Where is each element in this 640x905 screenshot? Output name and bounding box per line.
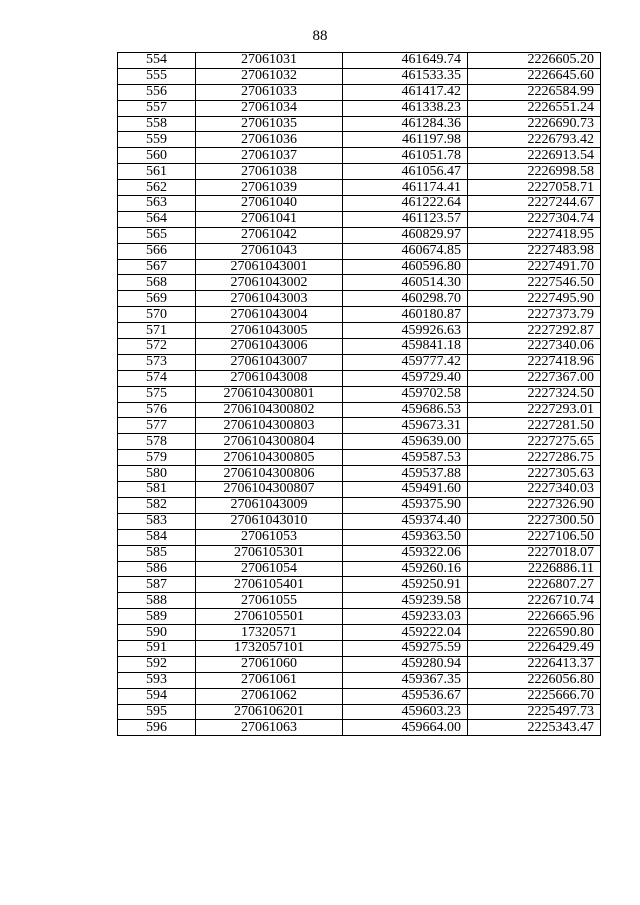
x-coordinate-cell: 459777.42 (343, 354, 468, 370)
x-coordinate-cell: 461197.98 (343, 132, 468, 148)
x-coordinate-cell: 459686.53 (343, 402, 468, 418)
point-id-cell: 27061038 (196, 164, 343, 180)
x-coordinate-cell: 459280.94 (343, 656, 468, 672)
table-row (118, 720, 601, 736)
point-number-cell: 554 (118, 53, 196, 69)
x-coordinate-cell: 461284.36 (343, 116, 468, 132)
y-coordinate-cell: 2226584.99 (468, 84, 601, 100)
point-number-cell: 559 (118, 132, 196, 148)
point-id-cell: 2706105401 (196, 577, 343, 593)
x-coordinate-cell: 460298.70 (343, 291, 468, 307)
table-row (118, 148, 601, 164)
y-coordinate-cell: 2227491.70 (468, 259, 601, 275)
y-coordinate-cell: 2227340.03 (468, 482, 601, 498)
point-id-cell: 27061053 (196, 529, 343, 545)
point-number-cell: 583 (118, 513, 196, 529)
x-coordinate-cell: 459260.16 (343, 561, 468, 577)
table-row (118, 640, 601, 656)
x-coordinate-cell: 460514.30 (343, 275, 468, 291)
table-row (118, 386, 601, 402)
table-row (118, 68, 601, 84)
point-number-cell: 580 (118, 466, 196, 482)
point-number-cell: 590 (118, 625, 196, 641)
y-coordinate-cell: 2227367.00 (468, 370, 601, 386)
table-row (118, 577, 601, 593)
y-coordinate-cell: 2226913.54 (468, 148, 601, 164)
point-id-cell: 27061060 (196, 656, 343, 672)
point-number-cell: 587 (118, 577, 196, 593)
point-number-cell: 562 (118, 180, 196, 196)
point-id-cell: 27061043003 (196, 291, 343, 307)
x-coordinate-cell: 459587.53 (343, 450, 468, 466)
table-row (118, 625, 601, 641)
point-number-cell: 581 (118, 482, 196, 498)
table-row (118, 100, 601, 116)
page-number: 88 (312, 28, 328, 44)
point-id-cell: 27061037 (196, 148, 343, 164)
point-id-cell: 2706104300805 (196, 450, 343, 466)
table-row (118, 211, 601, 227)
y-coordinate-cell: 2225343.47 (468, 720, 601, 736)
point-id-cell: 27061043007 (196, 354, 343, 370)
y-coordinate-cell: 2227286.75 (468, 450, 601, 466)
point-id-cell: 27061061 (196, 672, 343, 688)
point-id-cell: 27061062 (196, 688, 343, 704)
y-coordinate-cell: 2227418.95 (468, 227, 601, 243)
point-number-cell: 558 (118, 116, 196, 132)
y-coordinate-cell: 2227292.87 (468, 323, 601, 339)
x-coordinate-cell: 459250.91 (343, 577, 468, 593)
x-coordinate-cell: 461533.35 (343, 68, 468, 84)
point-number-cell: 575 (118, 386, 196, 402)
table-row (118, 593, 601, 609)
x-coordinate-cell: 459222.04 (343, 625, 468, 641)
y-coordinate-cell: 2226413.37 (468, 656, 601, 672)
x-coordinate-cell: 459363.50 (343, 529, 468, 545)
point-id-cell: 27061043004 (196, 307, 343, 323)
point-number-cell: 584 (118, 529, 196, 545)
table-row (118, 370, 601, 386)
point-number-cell: 579 (118, 450, 196, 466)
point-number-cell: 576 (118, 402, 196, 418)
x-coordinate-cell: 461649.74 (343, 53, 468, 69)
point-number-cell: 594 (118, 688, 196, 704)
y-coordinate-cell: 2227300.50 (468, 513, 601, 529)
point-id-cell: 27061034 (196, 100, 343, 116)
x-coordinate-cell: 461417.42 (343, 84, 468, 100)
y-coordinate-cell: 2225497.73 (468, 704, 601, 720)
x-coordinate-cell: 459233.03 (343, 609, 468, 625)
y-coordinate-cell: 2226886.11 (468, 561, 601, 577)
table-row (118, 164, 601, 180)
x-coordinate-cell: 459536.67 (343, 688, 468, 704)
point-id-cell: 27061043010 (196, 513, 343, 529)
table-row (118, 243, 601, 259)
x-coordinate-cell: 459673.31 (343, 418, 468, 434)
y-coordinate-cell: 2227483.98 (468, 243, 601, 259)
point-id-cell: 27061032 (196, 68, 343, 84)
x-coordinate-cell: 460180.87 (343, 307, 468, 323)
point-id-cell: 2706104300802 (196, 402, 343, 418)
y-coordinate-cell: 2227305.63 (468, 466, 601, 482)
point-number-cell: 591 (118, 640, 196, 656)
y-coordinate-cell: 2226710.74 (468, 593, 601, 609)
table-row (118, 132, 601, 148)
table-row (118, 688, 601, 704)
x-coordinate-cell: 460674.85 (343, 243, 468, 259)
y-coordinate-cell: 2227244.67 (468, 196, 601, 212)
point-id-cell: 27061031 (196, 53, 343, 69)
point-number-cell: 578 (118, 434, 196, 450)
table-row (118, 53, 601, 69)
table-row (118, 482, 601, 498)
table-row (118, 116, 601, 132)
point-id-cell: 2706104300807 (196, 482, 343, 498)
point-id-cell: 27061055 (196, 593, 343, 609)
table-row (118, 180, 601, 196)
table-row (118, 656, 601, 672)
point-number-cell: 572 (118, 339, 196, 355)
point-number-cell: 595 (118, 704, 196, 720)
point-id-cell: 27061041 (196, 211, 343, 227)
y-coordinate-cell: 2226605.20 (468, 53, 601, 69)
y-coordinate-cell: 2227326.90 (468, 497, 601, 513)
table-row (118, 339, 601, 355)
y-coordinate-cell: 2227340.06 (468, 339, 601, 355)
y-coordinate-cell: 2226551.24 (468, 100, 601, 116)
table-row (118, 402, 601, 418)
point-number-cell: 573 (118, 354, 196, 370)
point-id-cell: 27061043 (196, 243, 343, 259)
table-row (118, 529, 601, 545)
point-number-cell: 567 (118, 259, 196, 275)
x-coordinate-cell: 459374.40 (343, 513, 468, 529)
point-number-cell: 585 (118, 545, 196, 561)
table-row (118, 323, 601, 339)
x-coordinate-cell: 460596.80 (343, 259, 468, 275)
y-coordinate-cell: 2227281.50 (468, 418, 601, 434)
point-id-cell: 1732057101 (196, 640, 343, 656)
point-id-cell: 27061039 (196, 180, 343, 196)
y-coordinate-cell: 2226807.27 (468, 577, 601, 593)
x-coordinate-cell: 459239.58 (343, 593, 468, 609)
y-coordinate-cell: 2226665.96 (468, 609, 601, 625)
x-coordinate-cell: 461051.78 (343, 148, 468, 164)
point-number-cell: 571 (118, 323, 196, 339)
point-number-cell: 555 (118, 68, 196, 84)
point-number-cell: 577 (118, 418, 196, 434)
y-coordinate-cell: 2226998.58 (468, 164, 601, 180)
table-row (118, 227, 601, 243)
x-coordinate-cell: 461056.47 (343, 164, 468, 180)
point-number-cell: 561 (118, 164, 196, 180)
y-coordinate-cell: 2227373.79 (468, 307, 601, 323)
point-id-cell: 2706104300806 (196, 466, 343, 482)
x-coordinate-cell: 461174.41 (343, 180, 468, 196)
x-coordinate-cell: 461123.57 (343, 211, 468, 227)
point-number-cell: 570 (118, 307, 196, 323)
x-coordinate-cell: 459702.58 (343, 386, 468, 402)
y-coordinate-cell: 2226690.73 (468, 116, 601, 132)
table-row (118, 418, 601, 434)
x-coordinate-cell: 459664.00 (343, 720, 468, 736)
x-coordinate-cell: 461222.64 (343, 196, 468, 212)
x-coordinate-cell: 459491.60 (343, 482, 468, 498)
y-coordinate-cell: 2227058.71 (468, 180, 601, 196)
x-coordinate-cell: 459275.59 (343, 640, 468, 656)
y-coordinate-cell: 2226645.60 (468, 68, 601, 84)
point-id-cell: 2706105301 (196, 545, 343, 561)
table-row (118, 291, 601, 307)
table-row (118, 196, 601, 212)
point-id-cell: 2706104300804 (196, 434, 343, 450)
table-row (118, 275, 601, 291)
point-id-cell: 2706105501 (196, 609, 343, 625)
point-id-cell: 27061054 (196, 561, 343, 577)
y-coordinate-cell: 2227275.65 (468, 434, 601, 450)
point-number-cell: 593 (118, 672, 196, 688)
y-coordinate-cell: 2227293.01 (468, 402, 601, 418)
x-coordinate-cell: 459603.23 (343, 704, 468, 720)
point-number-cell: 564 (118, 211, 196, 227)
table-row (118, 609, 601, 625)
point-id-cell: 27061063 (196, 720, 343, 736)
x-coordinate-cell: 459926.63 (343, 323, 468, 339)
point-id-cell: 27061042 (196, 227, 343, 243)
x-coordinate-cell: 459322.06 (343, 545, 468, 561)
point-number-cell: 596 (118, 720, 196, 736)
x-coordinate-cell: 459537.88 (343, 466, 468, 482)
x-coordinate-cell: 459841.18 (343, 339, 468, 355)
point-id-cell: 17320571 (196, 625, 343, 641)
point-id-cell: 27061035 (196, 116, 343, 132)
y-coordinate-cell: 2227546.50 (468, 275, 601, 291)
point-number-cell: 574 (118, 370, 196, 386)
point-id-cell: 27061043005 (196, 323, 343, 339)
point-number-cell: 566 (118, 243, 196, 259)
point-id-cell: 27061043002 (196, 275, 343, 291)
y-coordinate-cell: 2227495.90 (468, 291, 601, 307)
table-row (118, 354, 601, 370)
coordinates-table (117, 52, 601, 736)
x-coordinate-cell: 459729.40 (343, 370, 468, 386)
point-number-cell: 560 (118, 148, 196, 164)
y-coordinate-cell: 2227304.74 (468, 211, 601, 227)
point-id-cell: 27061043001 (196, 259, 343, 275)
table-row (118, 545, 601, 561)
table-row (118, 450, 601, 466)
point-id-cell: 27061036 (196, 132, 343, 148)
point-id-cell: 27061043009 (196, 497, 343, 513)
point-number-cell: 557 (118, 100, 196, 116)
point-number-cell: 582 (118, 497, 196, 513)
x-coordinate-cell: 461338.23 (343, 100, 468, 116)
point-number-cell: 588 (118, 593, 196, 609)
y-coordinate-cell: 2226056.80 (468, 672, 601, 688)
point-id-cell: 27061043008 (196, 370, 343, 386)
point-id-cell: 27061043006 (196, 339, 343, 355)
point-number-cell: 563 (118, 196, 196, 212)
point-number-cell: 586 (118, 561, 196, 577)
point-number-cell: 565 (118, 227, 196, 243)
y-coordinate-cell: 2226793.42 (468, 132, 601, 148)
x-coordinate-cell: 460829.97 (343, 227, 468, 243)
x-coordinate-cell: 459639.00 (343, 434, 468, 450)
point-number-cell: 569 (118, 291, 196, 307)
table-row (118, 84, 601, 100)
x-coordinate-cell: 459375.90 (343, 497, 468, 513)
point-number-cell: 556 (118, 84, 196, 100)
table-row (118, 466, 601, 482)
table-row (118, 307, 601, 323)
x-coordinate-cell: 459367.35 (343, 672, 468, 688)
y-coordinate-cell: 2227418.96 (468, 354, 601, 370)
table-row (118, 704, 601, 720)
point-id-cell: 2706104300803 (196, 418, 343, 434)
y-coordinate-cell: 2226590.80 (468, 625, 601, 641)
y-coordinate-cell: 2227106.50 (468, 529, 601, 545)
y-coordinate-cell: 2227018.07 (468, 545, 601, 561)
table-row (118, 561, 601, 577)
y-coordinate-cell: 2225666.70 (468, 688, 601, 704)
table-body (118, 53, 601, 736)
table-row (118, 434, 601, 450)
table-row (118, 497, 601, 513)
y-coordinate-cell: 2227324.50 (468, 386, 601, 402)
point-id-cell: 27061033 (196, 84, 343, 100)
point-number-cell: 568 (118, 275, 196, 291)
point-number-cell: 592 (118, 656, 196, 672)
table-row (118, 513, 601, 529)
y-coordinate-cell: 2226429.49 (468, 640, 601, 656)
table-row (118, 672, 601, 688)
point-id-cell: 27061040 (196, 196, 343, 212)
point-id-cell: 2706104300801 (196, 386, 343, 402)
point-number-cell: 589 (118, 609, 196, 625)
point-id-cell: 2706106201 (196, 704, 343, 720)
table-row (118, 259, 601, 275)
